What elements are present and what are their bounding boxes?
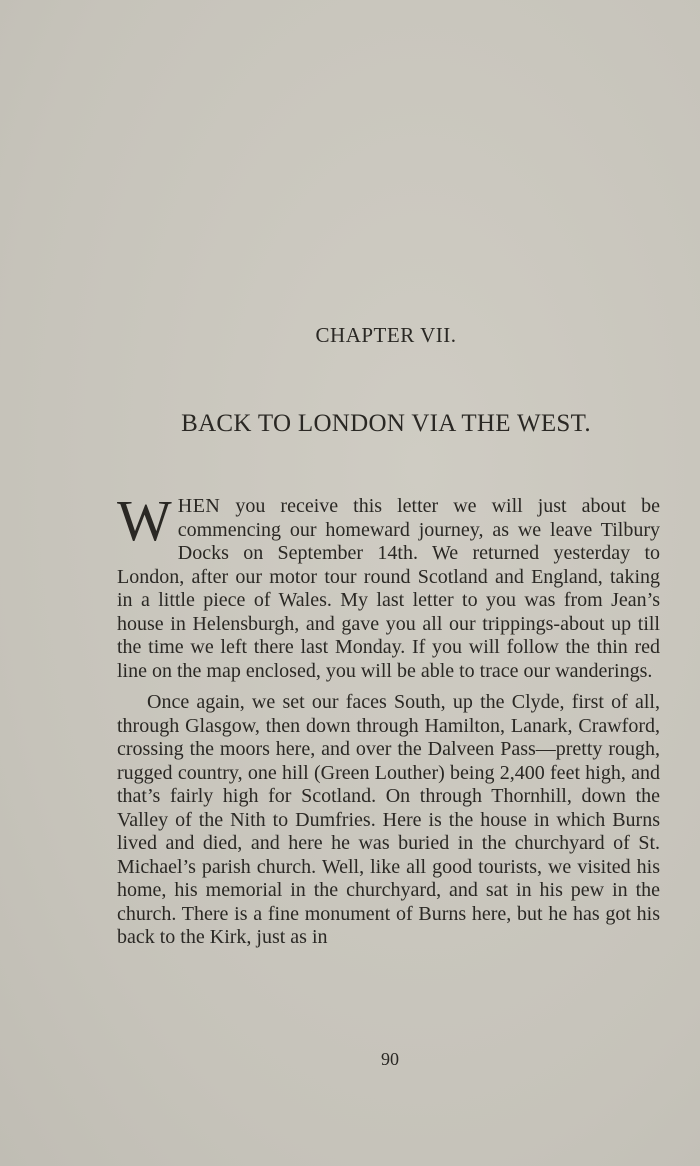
paragraph: Once again, we set our faces South, up the Clyde, first of all, through Glasgow, then down through Hamilton, Lanark, Crawford, crossing the moors here, and over the Dalveen Pass—pretty rough, rugged country, one hill (Green Louther) being 2,400 feet high, and that’s fairly high for Scotland. On through Thornhill, down the Valley of the Nith to Dumfries. Here is the house in which Burns lived and died, and here he was buried in the churchyard of St. Michael’s parish church. Well, like all good tourists, we visited his home, his memorial in the churchyard, and sat in his pew in the church. There is a fine monument of Burns here, but he has got his back to the Kirk, just as in <box>117 691 660 948</box>
page-number: 90 <box>381 1049 399 1069</box>
chapter-number: CHAPTER VII. <box>315 323 457 347</box>
paragraph-text: you receive this letter we will just about be commencing our homeward journey, as we leave Tilbury Docks on September 14th. We returned yesterday to London, after our motor tour round Scotland and England, taking in a little piece of Wales. My last letter to you was from Jean’s house in Helensburgh, and gave you all our trippings-about up till the time we left there last Monday. If you will follow the thin red line on the map enclosed, you will be able to trace our wanderings. <box>117 495 660 682</box>
chapter-title: BACK TO LONDON VIA THE WEST. <box>181 410 591 437</box>
drop-cap: W <box>117 488 172 553</box>
lead-word: HEN <box>177 495 221 517</box>
chapter-body <box>117 488 660 950</box>
paragraph <box>117 488 660 683</box>
